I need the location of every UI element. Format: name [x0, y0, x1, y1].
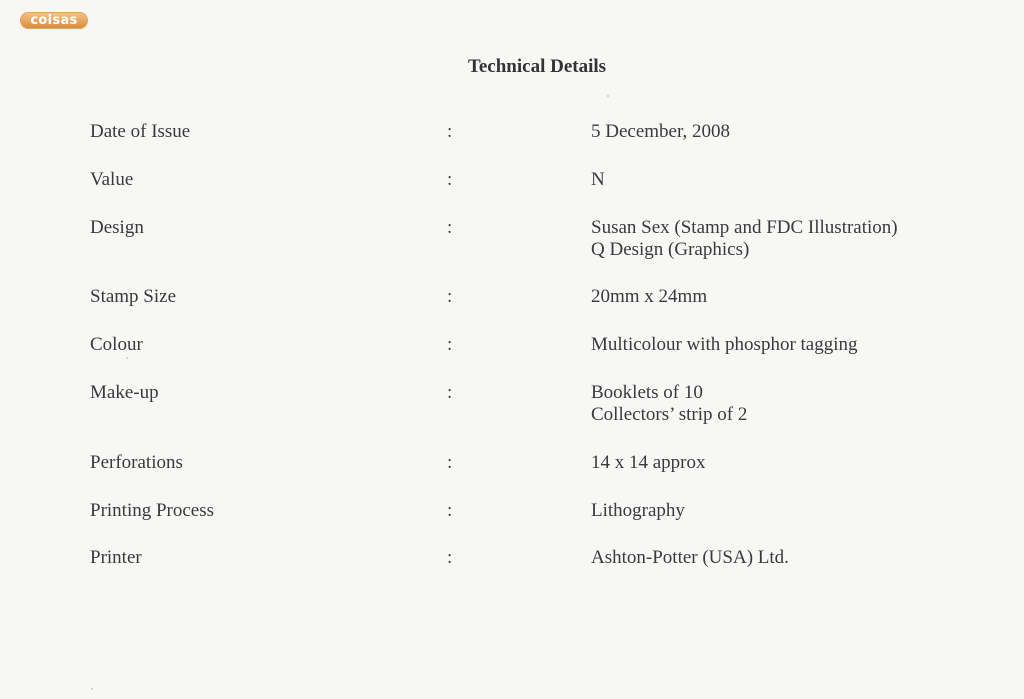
detail-value-line: Multicolour with phosphor tagging [591, 334, 858, 355]
detail-value [591, 121, 730, 143]
detail-value [591, 217, 898, 261]
detail-label: Design [90, 217, 144, 238]
detail-separator: : [447, 217, 453, 238]
detail-value-line: N [591, 169, 605, 190]
detail-value-line: 5 December, 2008 [591, 121, 731, 142]
detail-value-line: 20mm x 24mm [591, 286, 708, 307]
detail-separator: : [447, 500, 453, 521]
detail-value [591, 452, 706, 474]
detail-label: Colour [90, 334, 143, 355]
detail-value [591, 500, 685, 522]
detail-value-line: Booklets of 10 [591, 382, 703, 403]
paper-speck [607, 95, 609, 97]
detail-separator: : [447, 121, 453, 142]
detail-value-line: Collectors’ strip of 2 [591, 404, 748, 425]
detail-label: Stamp Size [90, 286, 177, 307]
detail-value-line: Ashton-Potter (USA) Ltd. [591, 547, 789, 568]
detail-value [591, 334, 858, 356]
detail-separator: : [447, 547, 453, 568]
detail-separator: : [447, 382, 453, 403]
detail-separator: : [447, 169, 453, 190]
detail-label: Perforations [90, 452, 183, 473]
detail-separator: : [447, 334, 453, 355]
detail-label: Printer [90, 547, 142, 568]
detail-value [591, 547, 789, 569]
detail-value-line: Q Design (Graphics) [591, 239, 750, 260]
detail-separator: : [447, 286, 453, 307]
coisas-watermark-logo: coisas [20, 12, 88, 29]
detail-value-line: Susan Sex (Stamp and FDC Illustration) [591, 217, 898, 238]
detail-label: Date of Issue [90, 121, 191, 142]
detail-value [591, 169, 605, 191]
detail-label: Printing Process [90, 500, 215, 521]
detail-value [591, 286, 707, 308]
detail-separator: : [447, 452, 453, 473]
paper-speck [91, 688, 93, 690]
detail-value-line: Lithography [591, 500, 685, 521]
detail-value [591, 382, 747, 426]
detail-label: Value [90, 169, 134, 190]
detail-value-line: 14 x 14 approx [591, 452, 706, 473]
page-title: Technical Details [467, 56, 607, 77]
paper-speck [126, 357, 128, 359]
detail-label: Make-up [90, 382, 159, 403]
